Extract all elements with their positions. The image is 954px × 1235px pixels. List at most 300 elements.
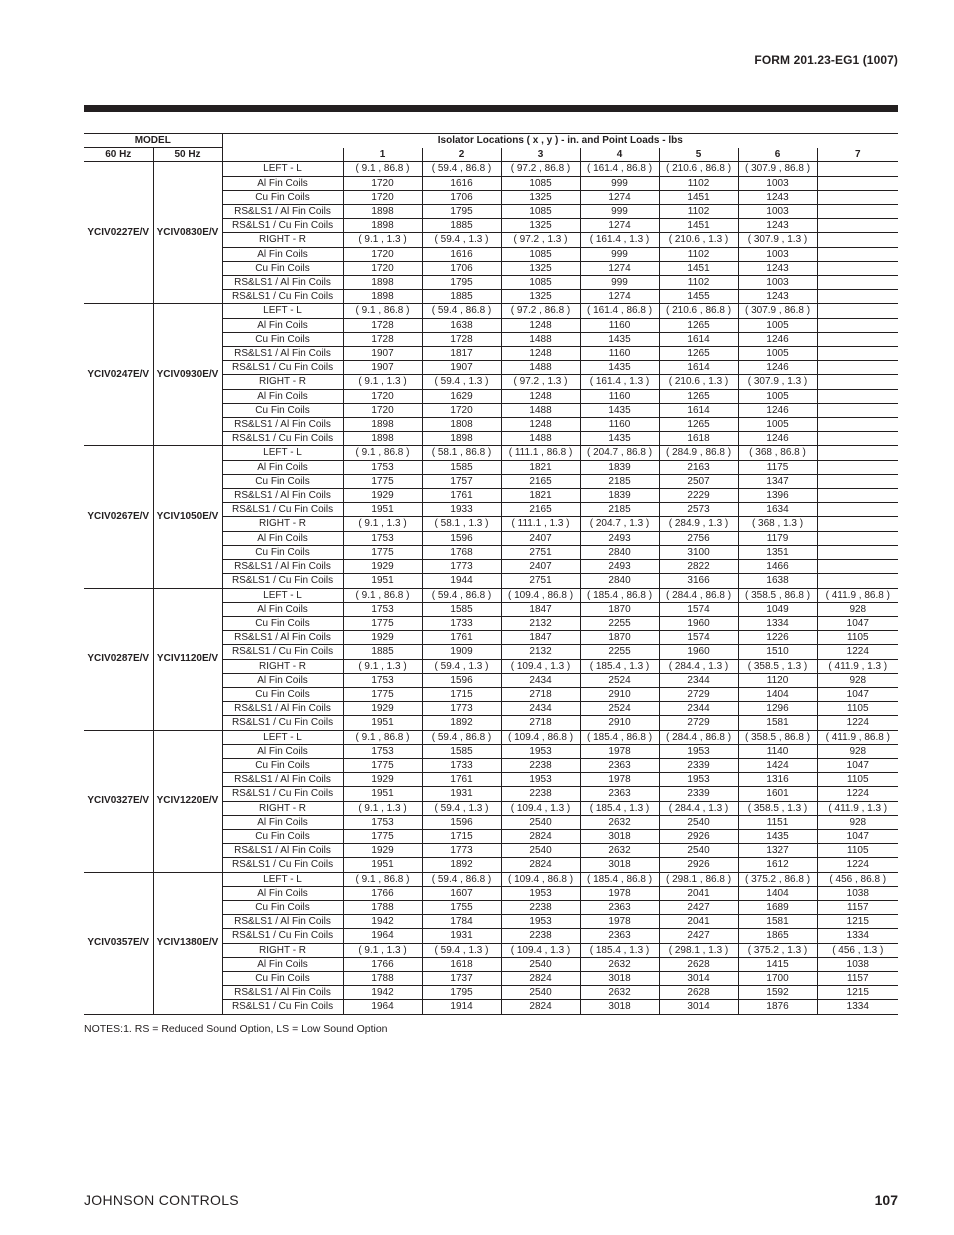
table-cell: 928 [817,744,898,758]
table-cell: 1638 [422,318,501,332]
table-cell [817,460,898,474]
table-cell: 1960 [659,645,738,659]
table-cell: 1005 [738,418,817,432]
table-cell: 2041 [659,886,738,900]
table-cell: 1274 [580,219,659,233]
table-cell [817,531,898,545]
table-cell: 1638 [738,574,817,588]
table-cell: 2573 [659,503,738,517]
table-cell: ( 358.5 , 1.3 ) [738,801,817,815]
table-cell: 2926 [659,829,738,843]
table-cell: 1907 [422,361,501,375]
table-cell: 1488 [501,403,580,417]
table-cell: 1753 [343,531,422,545]
table-cell: 1795 [422,276,501,290]
row-label: RS&LS1 / Al Fin Coils [222,915,343,929]
table-cell: 1102 [659,276,738,290]
table-cell: 1435 [580,403,659,417]
table-cell: ( 185.4 , 1.3 ) [580,801,659,815]
table-cell: 1120 [738,673,817,687]
row-label: Cu Fin Coils [222,900,343,914]
table-cell: 1585 [422,460,501,474]
table-cell: ( 411.9 , 86.8 ) [817,588,898,602]
row-label: RS&LS1 / Cu Fin Coils [222,290,343,304]
table-cell: ( 9.1 , 86.8 ) [343,588,422,602]
row-label: RS&LS1 / Al Fin Coils [222,844,343,858]
column-number-7: 7 [817,148,898,162]
row-label: LEFT - L [222,162,343,176]
table-cell [817,560,898,574]
table-cell: 3166 [659,574,738,588]
table-cell: 1396 [738,489,817,503]
table-cell: 1451 [659,190,738,204]
table-cell: 1753 [343,460,422,474]
table-cell: 1839 [580,489,659,503]
row-label: Cu Fin Coils [222,474,343,488]
table-cell [817,205,898,219]
table-cell: 1488 [501,361,580,375]
table-cell: 1737 [422,971,501,985]
table-cell: 1607 [422,886,501,900]
table-cell [817,361,898,375]
table-cell: 1334 [817,1000,898,1014]
table-cell: 1038 [817,886,898,900]
table-cell: ( 456 , 86.8 ) [817,872,898,886]
table-cell: 1757 [422,474,501,488]
table-cell: ( 109.4 , 1.3 ) [501,801,580,815]
table-cell: 1140 [738,744,817,758]
table-cell: ( 9.1 , 1.3 ) [343,943,422,957]
table-cell [817,517,898,531]
table-cell [817,432,898,446]
table-cell: 1700 [738,971,817,985]
row-label: Cu Fin Coils [222,403,343,417]
table-cell: ( 185.4 , 1.3 ) [580,659,659,673]
table-cell: 1105 [817,702,898,716]
table-cell: 1581 [738,716,817,730]
row-label: RS&LS1 / Al Fin Coils [222,631,343,645]
table-cell: ( 109.4 , 86.8 ) [501,588,580,602]
table-cell: 1768 [422,545,501,559]
table-cell: 1898 [343,276,422,290]
table-cell: 2729 [659,716,738,730]
table-row [84,304,898,318]
column-number-2: 2 [422,148,501,162]
table-cell: 2493 [580,560,659,574]
table-cell [817,219,898,233]
table-cell: 1847 [501,602,580,616]
row-label: LEFT - L [222,304,343,318]
table-cell: ( 284.9 , 86.8 ) [659,446,738,460]
table-cell: 2824 [501,971,580,985]
table-cell: 1951 [343,716,422,730]
table-cell [817,176,898,190]
table-cell: 1151 [738,815,817,829]
model-50hz: YCIV0930E/V [153,304,222,446]
table-cell: ( 59.4 , 86.8 ) [422,162,501,176]
table-cell: 1585 [422,602,501,616]
table-cell: 1885 [343,645,422,659]
table-cell: ( 375.2 , 86.8 ) [738,872,817,886]
table-cell: 2363 [580,900,659,914]
row-label: RS&LS1 / Cu Fin Coils [222,858,343,872]
row-label: RS&LS1 / Cu Fin Coils [222,929,343,943]
table-cell: 1775 [343,758,422,772]
table-cell: 2363 [580,758,659,772]
table-cell: 1596 [422,531,501,545]
table-cell: ( 307.9 , 86.8 ) [738,162,817,176]
row-label: Cu Fin Coils [222,687,343,701]
row-label: Cu Fin Coils [222,971,343,985]
table-cell: ( 9.1 , 86.8 ) [343,304,422,318]
table-cell: 1728 [343,332,422,346]
table-cell: 2238 [501,929,580,943]
table-cell [817,545,898,559]
table-cell: ( 59.4 , 1.3 ) [422,801,501,815]
table-cell: 1325 [501,261,580,275]
table-cell: 1404 [738,687,817,701]
model-60hz: YCIV0287E/V [84,588,153,730]
table-cell: ( 161.4 , 86.8 ) [580,162,659,176]
table-cell: ( 109.4 , 1.3 ) [501,659,580,673]
table-cell: 1574 [659,631,738,645]
table-cell: ( 210.6 , 1.3 ) [659,375,738,389]
table-cell: 928 [817,815,898,829]
table-cell: 1715 [422,687,501,701]
row-label: RS&LS1 / Al Fin Coils [222,276,343,290]
table-cell [817,233,898,247]
table-cell: 1424 [738,758,817,772]
table-cell: 2363 [580,929,659,943]
table-cell: 1795 [422,205,501,219]
table-cell: 1325 [501,190,580,204]
table-cell: 2185 [580,474,659,488]
table-cell: 1720 [343,403,422,417]
table-cell: ( 204.7 , 86.8 ) [580,446,659,460]
table-cell: ( 9.1 , 1.3 ) [343,801,422,815]
table-cell: 1585 [422,744,501,758]
table-cell: ( 298.1 , 86.8 ) [659,872,738,886]
table-cell: 1720 [343,261,422,275]
form-number: FORM 201.23-EG1 (1007) [754,53,898,67]
table-cell: 2751 [501,545,580,559]
table-cell: 1085 [501,176,580,190]
hz60-header: 60 Hz [84,148,153,162]
row-label: RIGHT - R [222,517,343,531]
table-cell: ( 9.1 , 86.8 ) [343,162,422,176]
table-cell: 2824 [501,829,580,843]
table-cell: ( 307.9 , 86.8 ) [738,304,817,318]
row-label: Cu Fin Coils [222,616,343,630]
table-cell: ( 59.4 , 86.8 ) [422,872,501,886]
table-cell: ( 9.1 , 86.8 ) [343,730,422,744]
table-cell: 1898 [422,432,501,446]
table-cell: 1753 [343,673,422,687]
table-cell: ( 411.9 , 1.3 ) [817,801,898,815]
table-cell [817,503,898,517]
table-cell: ( 109.4 , 86.8 ) [501,872,580,886]
row-label: Cu Fin Coils [222,829,343,843]
table-cell: 1706 [422,190,501,204]
table-cell: 1728 [422,332,501,346]
table-cell: 1248 [501,418,580,432]
table-cell: ( 368 , 86.8 ) [738,446,817,460]
row-label: RS&LS1 / Cu Fin Coils [222,716,343,730]
model-50hz: YCIV1120E/V [153,588,222,730]
table-cell: 1049 [738,602,817,616]
table-cell [817,261,898,275]
table-cell: 2524 [580,702,659,716]
table-cell: ( 59.4 , 1.3 ) [422,375,501,389]
table-cell: 1978 [580,915,659,929]
table-cell: 1839 [580,460,659,474]
table-cell: ( 9.1 , 1.3 ) [343,517,422,531]
table-cell [817,190,898,204]
table-cell: 2540 [501,986,580,1000]
table-cell: ( 358.5 , 86.8 ) [738,588,817,602]
table-cell: 2238 [501,787,580,801]
table-cell: 1944 [422,574,501,588]
row-label: RS&LS1 / Cu Fin Coils [222,645,343,659]
table-row [84,588,898,602]
column-number-3: 3 [501,148,580,162]
column-number-4: 4 [580,148,659,162]
hz50-header: 50 Hz [153,148,222,162]
row-label: RIGHT - R [222,659,343,673]
table-cell: 1821 [501,489,580,503]
table-cell: 2751 [501,574,580,588]
table-cell: 1003 [738,205,817,219]
table-cell: 2822 [659,560,738,574]
table-cell: 1248 [501,389,580,403]
table-cell: 3014 [659,971,738,985]
table-cell: 1898 [343,290,422,304]
table-cell: ( 411.9 , 86.8 ) [817,730,898,744]
table-cell: 2229 [659,489,738,503]
table-cell: 1265 [659,389,738,403]
table-cell: 1047 [817,687,898,701]
table-cell: 2718 [501,687,580,701]
table-cell: 1914 [422,1000,501,1014]
table-cell: ( 161.4 , 1.3 ) [580,233,659,247]
table-cell: 2344 [659,673,738,687]
row-label: RIGHT - R [222,943,343,957]
table-cell [817,375,898,389]
table-cell [817,474,898,488]
table-cell: ( 59.4 , 86.8 ) [422,304,501,318]
table-cell: ( 185.4 , 86.8 ) [580,872,659,886]
table-cell: 1265 [659,318,738,332]
table-cell [817,489,898,503]
table-cell: 1435 [738,829,817,843]
table-cell: ( 358.5 , 1.3 ) [738,659,817,673]
table-cell: ( 9.1 , 86.8 ) [343,446,422,460]
table-cell: 1618 [422,957,501,971]
table-cell: 1865 [738,929,817,943]
table-body [84,162,898,1014]
table-cell: 1755 [422,900,501,914]
table-cell: 2427 [659,900,738,914]
table-cell [817,347,898,361]
table-cell: 1629 [422,389,501,403]
table-cell: ( 284.4 , 1.3 ) [659,659,738,673]
table-cell: 1265 [659,418,738,432]
table-cell: 1003 [738,247,817,261]
row-label: Al Fin Coils [222,886,343,900]
table-cell: 1246 [738,332,817,346]
table-cell: 1907 [343,361,422,375]
table-cell: ( 97.2 , 1.3 ) [501,375,580,389]
table-cell: 1005 [738,318,817,332]
table-cell: ( 284.4 , 86.8 ) [659,588,738,602]
table-cell: 2910 [580,716,659,730]
table-cell: 1870 [580,631,659,645]
table-cell: 1316 [738,773,817,787]
table-cell: 1574 [659,602,738,616]
table-cell: 1953 [659,744,738,758]
table-cell: ( 59.4 , 1.3 ) [422,659,501,673]
table-cell: ( 456 , 1.3 ) [817,943,898,957]
row-label: RS&LS1 / Al Fin Coils [222,560,343,574]
table-cell: 1157 [817,971,898,985]
table-cell: ( 358.5 , 86.8 ) [738,730,817,744]
table-cell: 2163 [659,460,738,474]
table-cell: 2238 [501,900,580,914]
table-cell: 1179 [738,531,817,545]
table-cell: ( 9.1 , 1.3 ) [343,375,422,389]
row-label: RS&LS1 / Al Fin Coils [222,489,343,503]
row-label: Al Fin Coils [222,744,343,758]
table-cell: 1761 [422,631,501,645]
table-cell: 1775 [343,829,422,843]
table-cell: ( 411.9 , 1.3 ) [817,659,898,673]
model-50hz: YCIV1380E/V [153,872,222,1014]
table-cell: 2427 [659,929,738,943]
table-cell: 1047 [817,829,898,843]
table-cell: 1907 [343,347,422,361]
table-cell: 1404 [738,886,817,900]
header-rule [84,105,898,112]
row-label: RS&LS1 / Al Fin Coils [222,702,343,716]
row-label: Al Fin Coils [222,602,343,616]
row-label: Cu Fin Coils [222,190,343,204]
table-cell: 1733 [422,758,501,772]
table-cell: 1510 [738,645,817,659]
row-label: LEFT - L [222,588,343,602]
table-cell: 999 [580,276,659,290]
table-cell: 1451 [659,261,738,275]
row-label: LEFT - L [222,730,343,744]
table-cell: 1929 [343,631,422,645]
table-cell: 1953 [659,773,738,787]
table-cell: ( 97.2 , 86.8 ) [501,162,580,176]
table-cell: ( 9.1 , 1.3 ) [343,659,422,673]
row-label: Al Fin Coils [222,247,343,261]
table-cell: 1761 [422,773,501,787]
table-cell: 1614 [659,332,738,346]
table-cell: 999 [580,176,659,190]
table-cell: 1775 [343,616,422,630]
table-cell: 2540 [659,844,738,858]
table-cell: 2238 [501,758,580,772]
table-cell: 1243 [738,219,817,233]
table-cell: 1616 [422,176,501,190]
table-cell: 1612 [738,858,817,872]
table-cell: 1047 [817,616,898,630]
table-cell: 1931 [422,787,501,801]
table-cell: 1761 [422,489,501,503]
table-cell: 1224 [817,645,898,659]
table-cell: 2165 [501,474,580,488]
table-cell: 1933 [422,503,501,517]
table-cell: 1334 [738,616,817,630]
table-cell: ( 204.7 , 1.3 ) [580,517,659,531]
table-cell: 3014 [659,1000,738,1014]
table-cell: ( 375.2 , 1.3 ) [738,943,817,957]
table-cell: 1689 [738,900,817,914]
table-cell [817,162,898,176]
table-cell: 1085 [501,205,580,219]
table-cell: 1243 [738,290,817,304]
table-cell: 1720 [343,389,422,403]
table-cell: 1942 [343,986,422,1000]
table-cell: 1808 [422,418,501,432]
row-label: Al Fin Coils [222,815,343,829]
table-cell: 1215 [817,915,898,929]
table-cell: 1978 [580,773,659,787]
table-cell: 2540 [659,815,738,829]
row-label: LEFT - L [222,446,343,460]
table-cell: 2363 [580,787,659,801]
table-cell: 1616 [422,247,501,261]
table-cell: 1248 [501,347,580,361]
table-cell [817,318,898,332]
table-cell: 1038 [817,957,898,971]
table-cell: ( 109.4 , 1.3 ) [501,943,580,957]
table-cell: ( 210.6 , 86.8 ) [659,162,738,176]
model-50hz: YCIV0830E/V [153,162,222,304]
table-cell: 1773 [422,560,501,574]
column-number-6: 6 [738,148,817,162]
table-cell: ( 109.4 , 86.8 ) [501,730,580,744]
table-row [84,730,898,744]
table-cell: 1715 [422,829,501,843]
table-cell: 1581 [738,915,817,929]
table-cell: 1618 [659,432,738,446]
table-cell: 1243 [738,261,817,275]
table-cell [817,290,898,304]
table-cell: 2926 [659,858,738,872]
table-cell: 1102 [659,205,738,219]
table-cell: 2718 [501,716,580,730]
table-cell: 1601 [738,787,817,801]
page-number: 107 [874,1192,898,1208]
table-cell: 1978 [580,744,659,758]
table-cell: 999 [580,247,659,261]
table-cell: 2493 [580,531,659,545]
table-cell: 1047 [817,758,898,772]
table-cell: 1466 [738,560,817,574]
table-cell: 1435 [580,332,659,346]
table-cell: 3018 [580,829,659,843]
table-cell [817,304,898,318]
column-number-1: 1 [343,148,422,162]
table-cell: 1105 [817,773,898,787]
table-cell: 1224 [817,787,898,801]
table-cell: 3100 [659,545,738,559]
row-label: RIGHT - R [222,233,343,247]
table-cell: 1898 [343,219,422,233]
